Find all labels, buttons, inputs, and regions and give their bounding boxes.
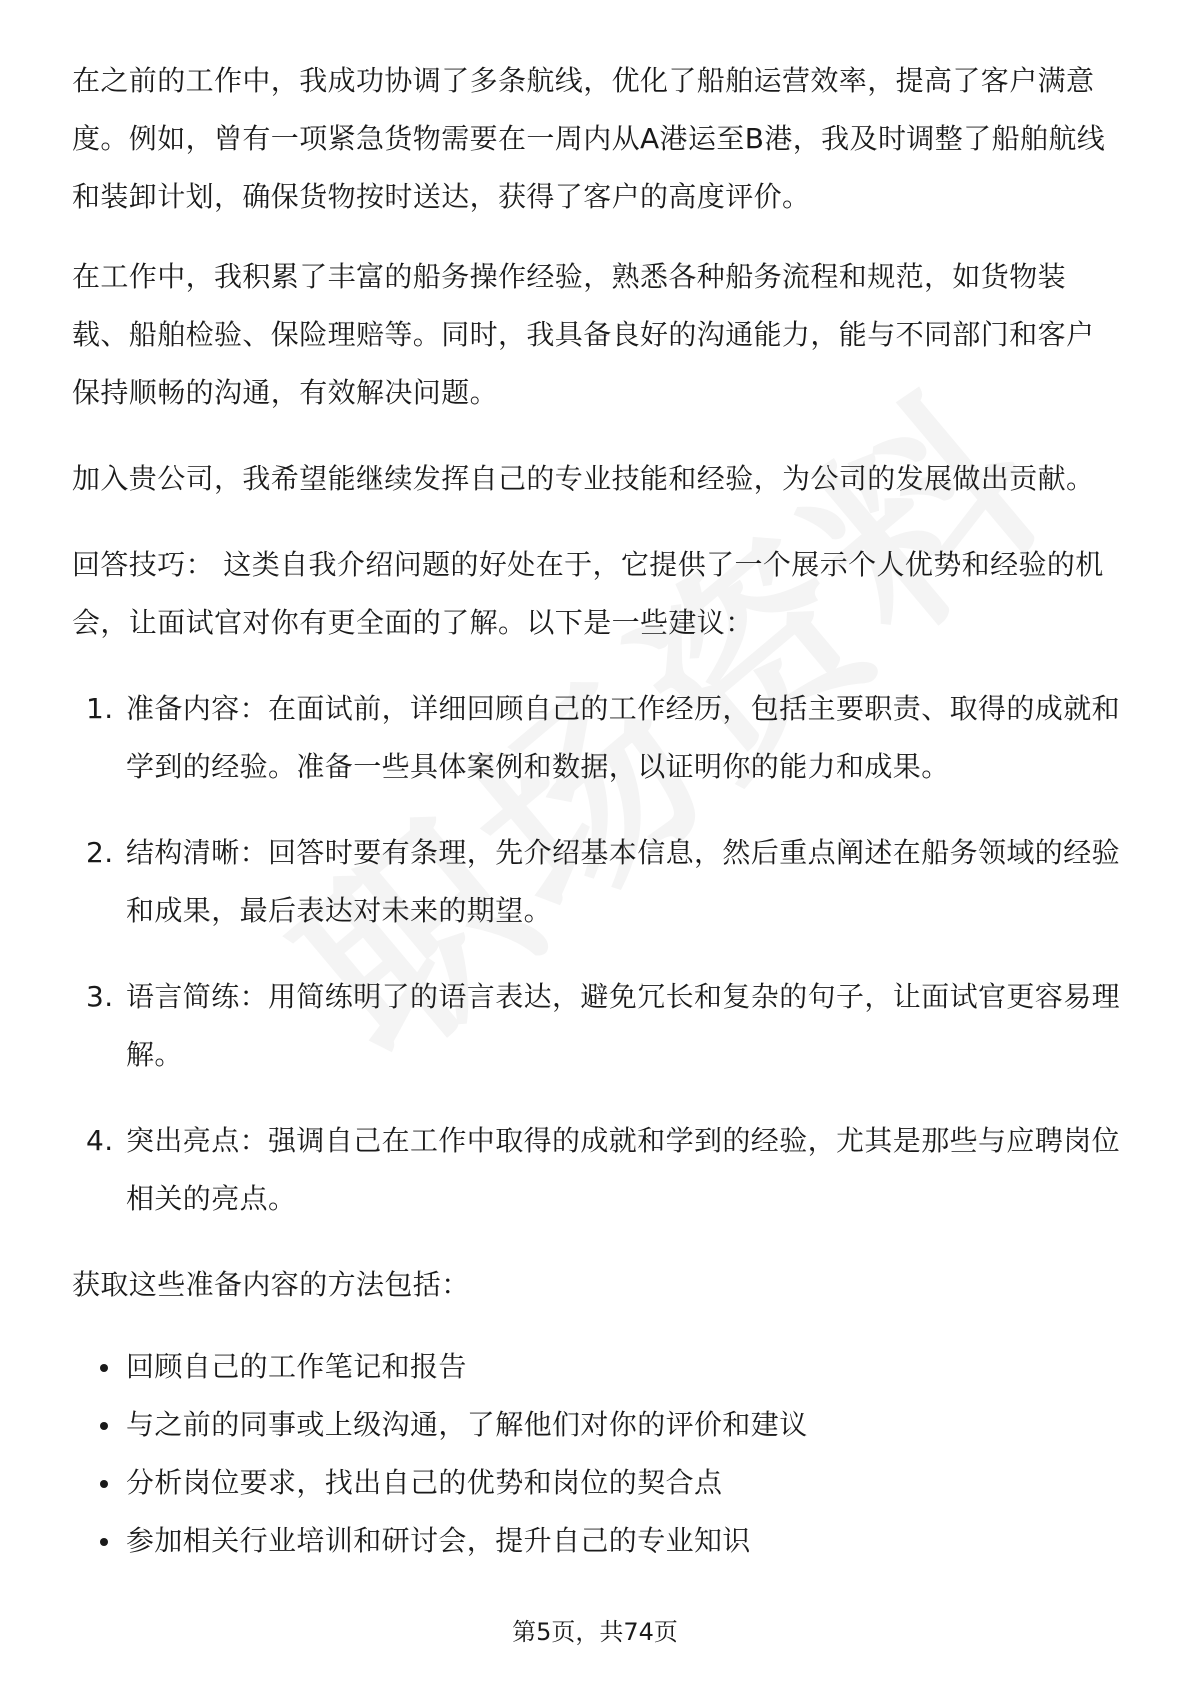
methods-list [72, 1338, 1122, 1570]
tip-item [72, 680, 1122, 796]
tip-text: 准备内容：在面试前，详细回顾自己的工作经历，包括主要职责、取得的成就和学到的经验。准备一些具体案例和数据，以证明你的能力和成果。 [126, 692, 1121, 783]
tips-list [72, 680, 1122, 1228]
method-item [72, 1396, 1122, 1454]
tip-item [72, 968, 1122, 1084]
bullet-icon [100, 1480, 108, 1488]
page-footer: 第5页，共74页 [512, 1618, 678, 1646]
paragraph-goal: 加入贵公司，我希望能继续发挥自己的专业技能和经验，为公司的发展做出贡献。 [72, 462, 1095, 495]
paragraph-answer-tips: 回答技巧： 这类自我介绍问题的好处在于，它提供了一个展示个人优势和经验的机会，让面试官对你有更全面的了解。以下是一些建议： [72, 548, 1104, 639]
tip-item [72, 824, 1122, 940]
method-text: 分析岗位要求，找出自己的优势和岗位的契合点 [126, 1466, 723, 1499]
tip-number: 2. [86, 836, 114, 869]
tip-number: 3. [86, 980, 114, 1013]
paragraph-work-experience: 在之前的工作中，我成功协调了多条航线，优化了船舶运营效率，提高了客户满意度。例如，曾有一项紧急货物需要在一周内从A港运至B港，我及时调整了船舶航线和装卸计划，确保货物按时送达，获得了客户的高度评价。 [72, 64, 1106, 213]
paragraph-skills: 在工作中，我积累了丰富的船务操作经验，熟悉各种船务流程和规范，如货物装载、船舶检验、保险理赔等。同时，我具备良好的沟通能力，能与不同部门和客户保持顺畅的沟通，有效解决问题。 [72, 260, 1095, 409]
tip-text: 结构清晰：回答时要有条理，先介绍基本信息，然后重点阐述在船务领域的经验和成果，最后表达对未来的期望。 [126, 836, 1121, 927]
tip-text: 语言简练：用简练明了的语言表达，避免冗长和复杂的句子，让面试官更容易理解。 [126, 980, 1121, 1071]
bullet-icon [100, 1538, 108, 1546]
method-text: 回顾自己的工作笔记和报告 [126, 1350, 467, 1383]
tip-text: 突出亮点：强调自己在工作中取得的成就和学到的经验，尤其是那些与应聘岗位相关的亮点。 [126, 1124, 1121, 1215]
bullet-icon [100, 1364, 108, 1372]
method-item [72, 1338, 1122, 1396]
tip-number: 1. [86, 692, 114, 725]
tip-number: 4. [86, 1124, 114, 1157]
method-text: 参加相关行业培训和研讨会，提升自己的专业知识 [126, 1524, 751, 1557]
method-item [72, 1454, 1122, 1512]
methods-lead: 获取这些准备内容的方法包括： [72, 1268, 470, 1301]
method-item [72, 1512, 1122, 1570]
tip-item [72, 1112, 1122, 1228]
page-content [72, 52, 1122, 1570]
method-text: 与之前的同事或上级沟通，了解他们对你的评价和建议 [126, 1408, 808, 1441]
bullet-icon [100, 1422, 108, 1430]
